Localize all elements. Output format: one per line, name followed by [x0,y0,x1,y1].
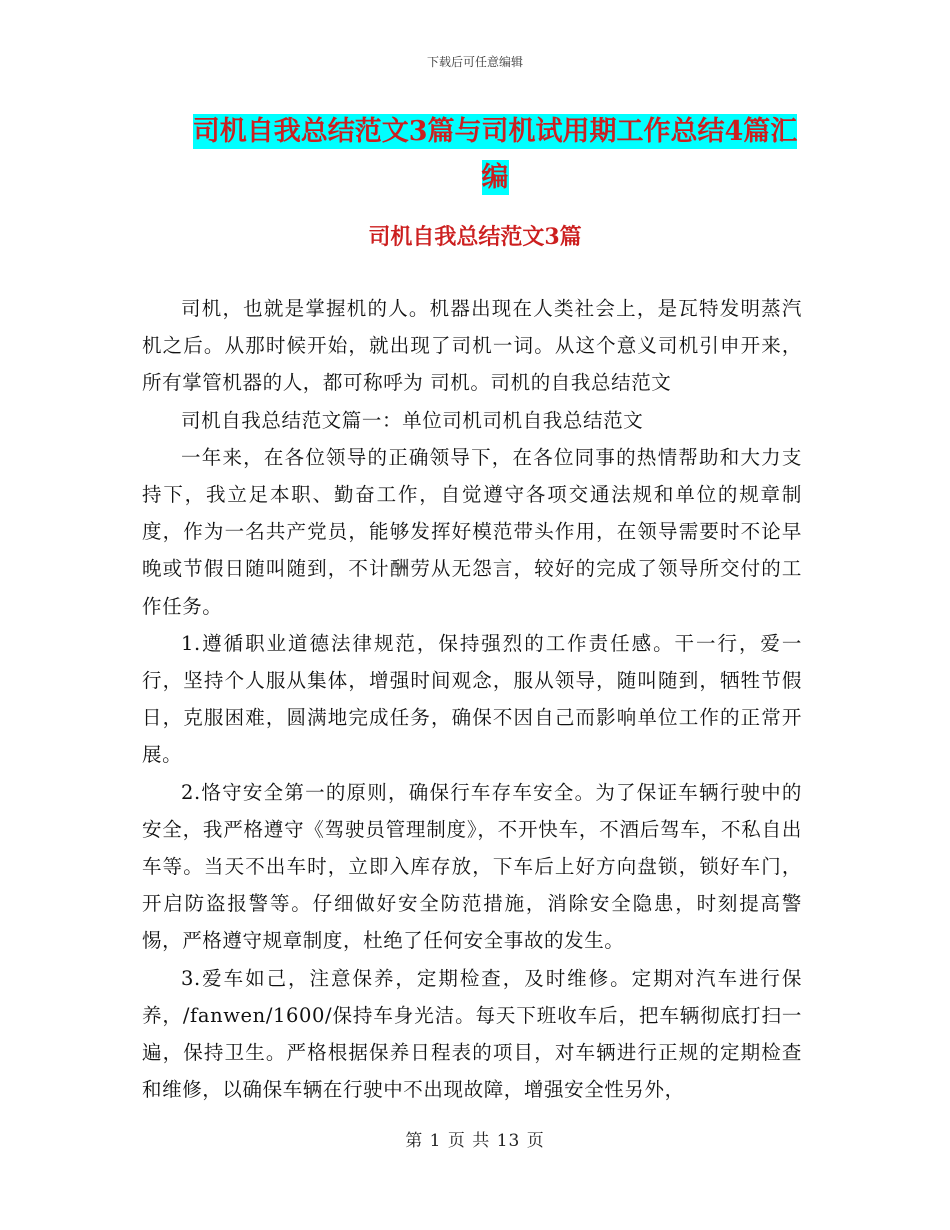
section-heading: 司机自我总结范文3篇 [368,224,582,250]
paragraph-point-2: 2.恪守安全第一的原则，确保行车存车安全。为了保证车辆行驶中的安全，我严格遵守《驾驶员管理制度》，不开快车，不酒后驾车，不私自出车等。当天不出车时，立即入库存放，下车后上好方向盘锁，锁好车门，开启防盗报警等。仔细做好安全防范措施，消除安全隐患，时刻提高警惕，严格遵守规章制度，杜绝了任何安全事故的发生。 [142,780,802,953]
document-body [142,290,802,1108]
document-title [185,109,805,201]
paragraph-summary: 一年来，在各位领导的正确领导下，在各位同事的热情帮助和大力支持下，我立足本职、勤奋工作，自觉遵守各项交通法规和单位的规章制度，作为一名共产党员，能够发挥好模范带头作用，在领导需要时不论早晚或节假日随叫随到，不计酬劳从无怨言，较好的完成了领导所交付的工作任务。 [142,445,802,618]
page-number-indicator: 第 1 页 共 13 页 [405,1131,545,1151]
page-header-note: 下载后可任意编辑 [426,55,523,69]
paragraph-subheading: 司机自我总结范文篇一：单位司机司机自我总结范文 [181,408,644,432]
paragraph-point-3: 3.爱车如己，注意保养，定期检查，及时维修。定期对汽车进行保养，/fanwen/1600/保持车身光洁。每天下班收车后，把车辆彻底打扫一遍，保持卫生。严格根据保养日程表的项目，对车辆进行正规的定期检查和维修，以确保车辆在行驶中不出现故障，增强安全性另外， [142,966,802,1102]
paragraph-intro: 司机，也就是掌握机的人。机器出现在人类社会上，是瓦特发明蒸汽机之后。从那时候开始，就出现了司机一词。从这个意义司机引申开来，所有掌管机器的人，都可称呼为 司机。司机的自我总结范文 [142,297,802,395]
document-title-text: 司机自我总结范文3篇与司机试用期工作总结4篇汇编 [192,116,798,193]
paragraph-point-1: 1.遵循职业道德法律规范，保持强烈的工作责任感。干一行，爱一行，坚持个人服从集体，增强时间观念，服从领导，随叫随到，牺牲节假日，克服困难，圆满地完成任务，确保不因自己而影响单位工作的正常开展。 [142,631,802,767]
